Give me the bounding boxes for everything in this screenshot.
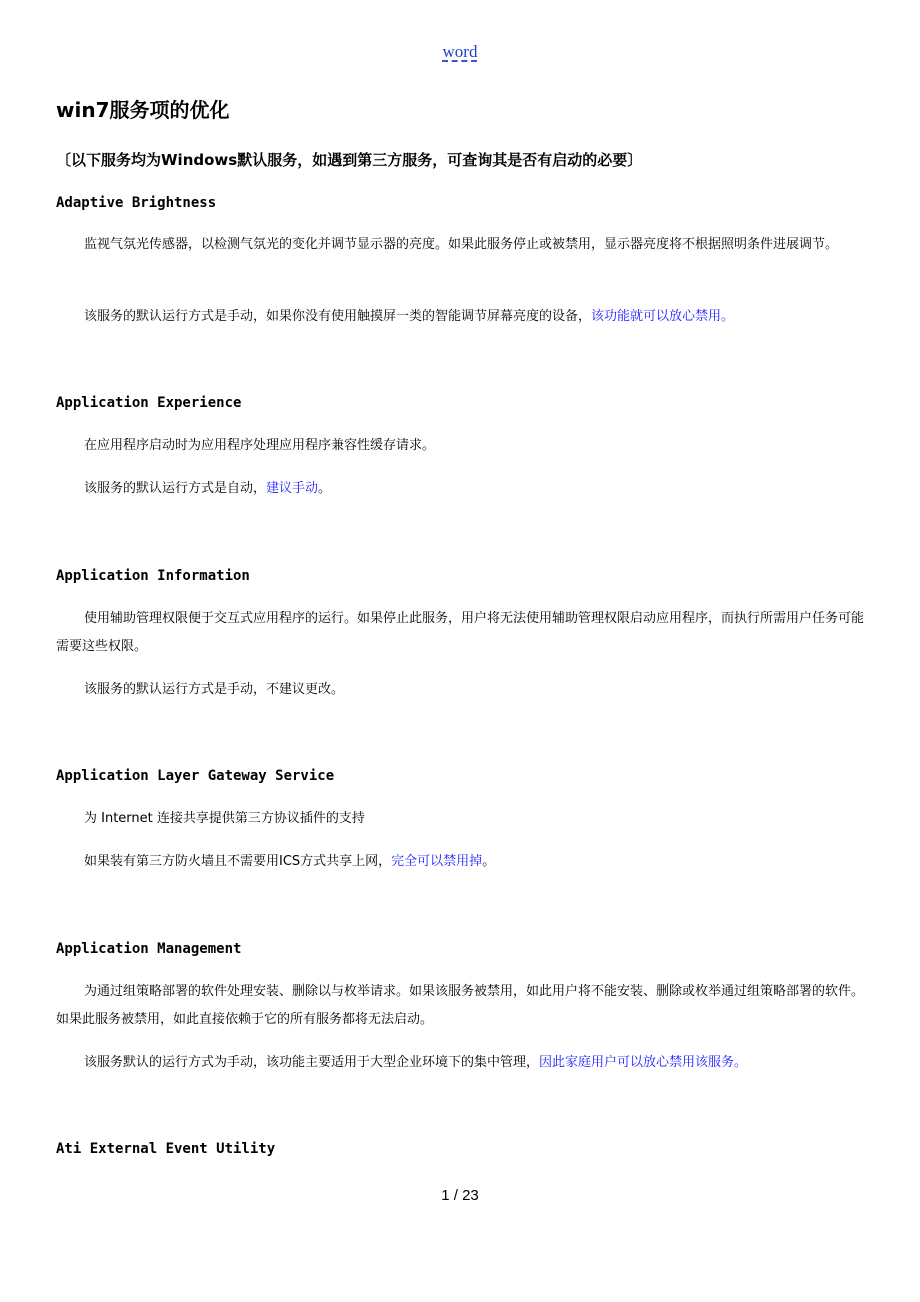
service-name: Application Experience: [56, 395, 242, 411]
page-number: 1 / 23: [441, 1187, 479, 1204]
recommendation-highlight: 该功能就可以放心禁用。: [591, 309, 735, 324]
recommendation-highlight: 完全可以禁用掉: [391, 854, 483, 869]
service-name: Application Management: [56, 941, 242, 957]
service-name: Adaptive Brightness: [56, 195, 217, 211]
service-name: Application Information: [56, 568, 250, 584]
service-recommendation: 该服务的默认运行方式是自动，建议手动。: [84, 481, 332, 496]
service-description: 在应用程序启动时为应用程序处理应用程序兼容性缓存请求。: [84, 438, 436, 453]
service-description: 使用辅助管理权限便于交互式应用程序的运行。如果停止此服务，用户将无法使用辅助管理权限启动应用程序，而执行所需用户任务可能需要这些权限。: [56, 611, 865, 654]
service-recommendation: 该服务默认的运行方式为手动，该功能主要适用于大型企业环境下的集中管理，因此家庭用户可以放心禁用该服务。: [84, 1055, 748, 1070]
service-name: Ati External Event Utility: [56, 1141, 276, 1157]
service-description: 为通过组策略部署的软件处理安装、删除以与枚举请求。如果该服务被禁用，如此用户将不能安装、删除或枚举通过组策略部署的软件。如果此服务被禁用，如此直接依赖于它的所有服务都将无法启动。: [56, 984, 865, 1027]
service-recommendation: 该服务的默认运行方式是手动，不建议更改。: [84, 682, 345, 697]
service-recommendation: 该服务的默认运行方式是手动，如果你没有使用触摸屏一类的智能调节屏幕亮度的设备，该功能就可以放心禁用。: [84, 309, 735, 324]
page-title: win7服务项的优化: [56, 98, 230, 122]
recommendation-highlight: 因此家庭用户可以放心禁用该服务。: [539, 1055, 748, 1070]
header-word-link[interactable]: word: [442, 42, 478, 61]
service-recommendation: 如果装有第三方防火墙且不需要用ICS方式共享上网，完全可以禁用掉。: [84, 854, 496, 869]
service-description: 为 Internet 连接共享提供第三方协议插件的支持: [84, 811, 365, 826]
page-subtitle: 〔以下服务均为Windows默认服务，如遇到第三方服务，可查询其是否有启动的必要〕: [56, 151, 643, 169]
recommendation-highlight: 建议手动: [266, 481, 319, 496]
service-description: 监视气氛光传感器，以检测气氛光的变化并调节显示器的亮度。如果此服务停止或被禁用，显示器亮度将不根据照明条件进展调节。: [84, 237, 839, 252]
service-name: Application Layer Gateway Service: [56, 768, 335, 784]
